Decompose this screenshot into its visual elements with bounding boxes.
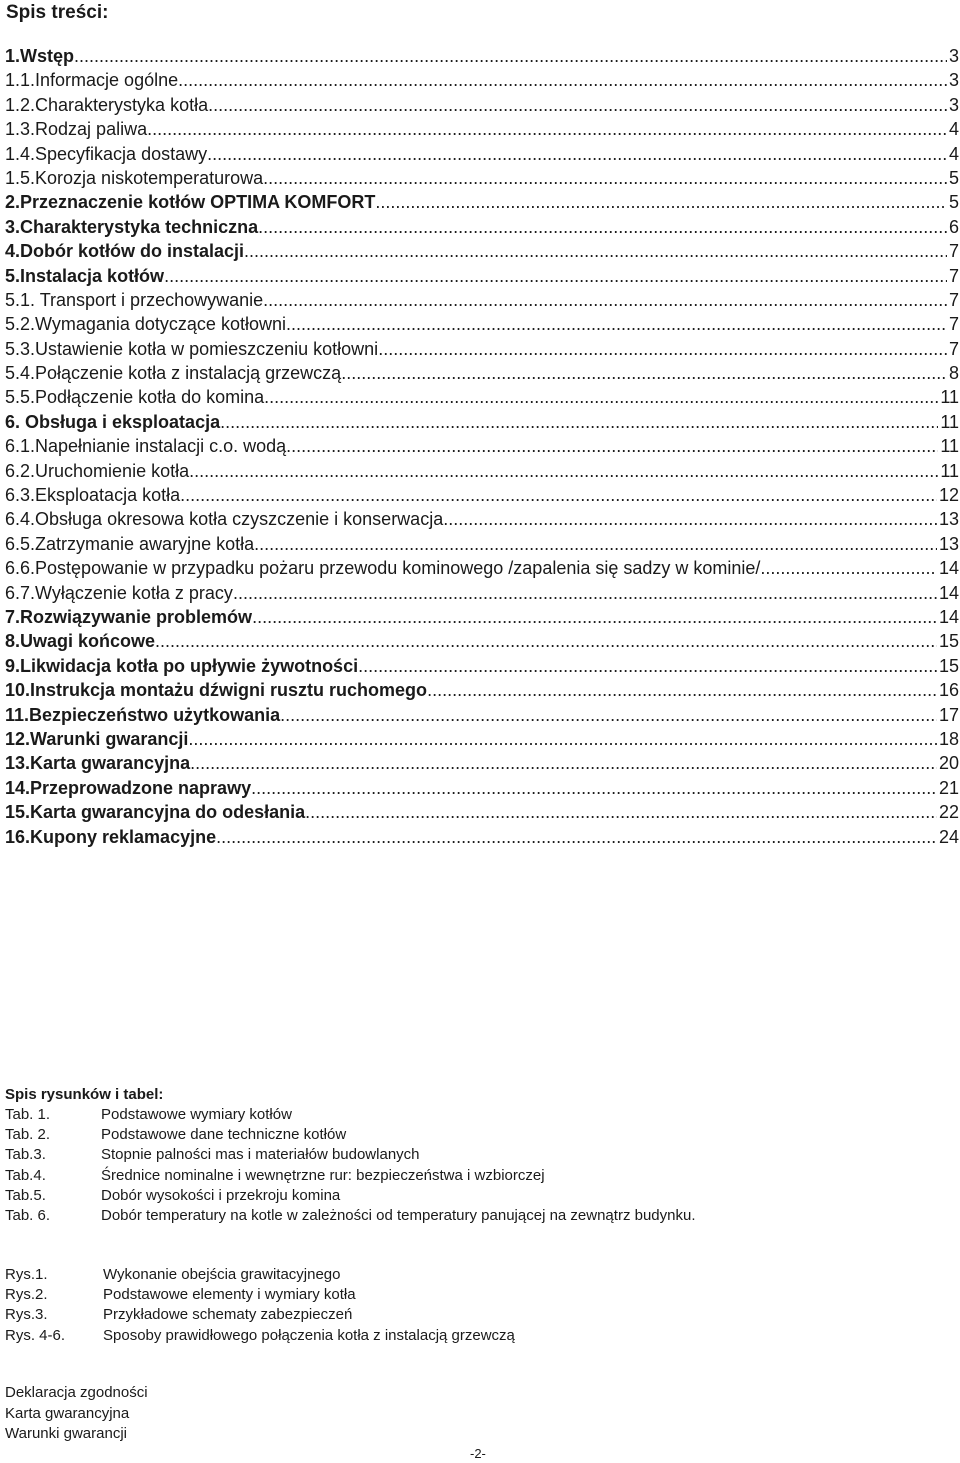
toc-entry-page: 11 bbox=[940, 387, 959, 408]
toc-entry-title: 14.Przeprowadzone naprawy bbox=[5, 777, 252, 798]
toc-entry-title: 12.Warunki gwarancji bbox=[5, 728, 189, 749]
toc-leader-dots bbox=[378, 339, 947, 360]
toc-entry-title: 5.1. Transport i przechowywanie bbox=[5, 289, 264, 310]
toc-entry bbox=[5, 119, 959, 143]
toc-entry bbox=[5, 656, 959, 680]
toc-leader-dots bbox=[220, 412, 938, 433]
toc-entry-page: 5 bbox=[948, 192, 959, 213]
figures-heading: Spis rysunków i tabel: bbox=[5, 1086, 164, 1103]
toc-entry bbox=[5, 583, 959, 607]
toc-entry-title: 6.6.Postępowanie w przypadku pożaru przewodu kominowego /zapalenia się sadzy w kominie/ bbox=[5, 558, 761, 579]
table-ref-description: Dobór wysokości i przekroju komina bbox=[101, 1186, 341, 1204]
toc-leader-dots bbox=[190, 753, 937, 774]
toc-leader-dots bbox=[427, 680, 937, 701]
toc-entry bbox=[5, 266, 959, 290]
toc-entry-title: 13.Karta gwarancyjna bbox=[5, 753, 191, 774]
toc-entry-page: 7 bbox=[948, 314, 959, 335]
toc-entry-title: 6. Obsługa i eksploatacja bbox=[5, 411, 221, 432]
toc-entry-title: 5.3.Ustawienie kotła w pomieszczeniu kotłowni bbox=[5, 338, 379, 359]
toc-entry-page: 14 bbox=[938, 606, 959, 627]
toc-entry-title: 6.4.Obsługa okresowa kotła czyszczenie i konserwacja bbox=[5, 509, 444, 530]
table-ref-description: Dobór temperatury na kotle w zależności od temperatury panującej na zewnątrz budynku. bbox=[101, 1206, 696, 1224]
toc-leader-dots bbox=[189, 461, 938, 482]
toc-leader-dots bbox=[254, 534, 937, 555]
table-of-contents bbox=[5, 46, 959, 851]
toc-entry-title: 3.Charakterystyka techniczna bbox=[5, 216, 259, 237]
toc-entry-title: 10.Instrukcja montażu dźwigni rusztu ruchomego bbox=[5, 680, 428, 701]
figures-list bbox=[5, 1266, 515, 1347]
toc-entry-title: 6.5.Zatrzymanie awaryjne kotła bbox=[5, 533, 255, 554]
toc-entry bbox=[5, 241, 959, 265]
toc-entry bbox=[5, 558, 959, 582]
toc-entry-title: 1.2.Charakterystyka kotła bbox=[5, 94, 209, 115]
figure-ref-description: Podstawowe elementy i wymiary kotła bbox=[103, 1286, 356, 1304]
toc-entry-page: 7 bbox=[948, 289, 959, 310]
toc-entry bbox=[5, 144, 959, 168]
toc-entry bbox=[5, 290, 959, 314]
toc-entry-title: 6.7.Wyłączenie kotła z pracy bbox=[5, 582, 233, 603]
toc-entry bbox=[5, 314, 959, 338]
toc-entry-page: 4 bbox=[948, 143, 959, 164]
toc-entry-title: 5.Instalacja kotłów bbox=[5, 265, 165, 286]
declarations-list bbox=[5, 1384, 148, 1446]
toc-entry bbox=[5, 95, 959, 119]
toc-entry-title: 4.Dobór kotłów do instalacji bbox=[5, 241, 245, 262]
toc-entry-page: 13 bbox=[938, 509, 959, 530]
toc-leader-dots bbox=[207, 144, 947, 165]
toc-entry-page: 12 bbox=[938, 485, 959, 506]
toc-leader-dots bbox=[286, 436, 938, 457]
toc-leader-dots bbox=[155, 631, 937, 652]
table-ref bbox=[5, 1167, 696, 1187]
table-ref bbox=[5, 1207, 696, 1227]
toc-entry bbox=[5, 412, 959, 436]
toc-leader-dots bbox=[443, 509, 937, 530]
toc-entry bbox=[5, 753, 959, 777]
toc-leader-dots bbox=[258, 217, 947, 238]
toc-entry bbox=[5, 680, 959, 704]
toc-leader-dots bbox=[341, 363, 947, 384]
toc-leader-dots bbox=[375, 192, 947, 213]
toc-entry-page: 11 bbox=[940, 460, 959, 481]
toc-leader-dots bbox=[74, 46, 947, 67]
figure-ref-description: Przykładowe schematy zabezpieczeń bbox=[103, 1306, 353, 1324]
page-title: Spis treści: bbox=[6, 2, 109, 23]
table-ref bbox=[5, 1146, 696, 1166]
page-number: -2- bbox=[470, 1446, 486, 1461]
figure-ref-key: Rys. 4-6. bbox=[5, 1326, 66, 1344]
table-ref bbox=[5, 1106, 696, 1126]
figure-ref-description: Sposoby prawidłowego połączenia kotła z instalacją grzewczą bbox=[103, 1326, 515, 1344]
toc-entry-title: 15.Karta gwarancyjna do odesłania bbox=[5, 802, 306, 823]
toc-entry-page: 3 bbox=[948, 70, 959, 91]
toc-leader-dots bbox=[164, 266, 947, 287]
toc-entry-title: 1.Wstęp bbox=[5, 46, 75, 66]
toc-entry bbox=[5, 827, 959, 851]
toc-entry-page: 7 bbox=[948, 338, 959, 359]
toc-entry-page: 18 bbox=[938, 728, 959, 749]
declaration-item: Karta gwarancyjna bbox=[5, 1404, 130, 1422]
toc-entry bbox=[5, 631, 959, 655]
toc-entry bbox=[5, 168, 959, 192]
toc-entry-page: 7 bbox=[948, 241, 959, 262]
table-ref bbox=[5, 1187, 696, 1207]
toc-entry-page: 24 bbox=[938, 826, 959, 847]
toc-leader-dots bbox=[264, 387, 938, 408]
toc-leader-dots bbox=[178, 70, 947, 91]
toc-entry bbox=[5, 534, 959, 558]
declaration-item: Warunki gwarancji bbox=[5, 1425, 127, 1442]
toc-entry bbox=[5, 509, 959, 533]
toc-entry-title: 5.4.Połączenie kotła z instalacją grzewczą bbox=[5, 363, 342, 384]
toc-entry-title: 6.1.Napełnianie instalacji c.o. wodą bbox=[5, 436, 287, 457]
table-ref-description: Stopnie palności mas i materiałów budowlanych bbox=[101, 1146, 420, 1164]
toc-entry-page: 17 bbox=[938, 704, 959, 725]
toc-entry bbox=[5, 363, 959, 387]
toc-leader-dots bbox=[358, 656, 937, 677]
toc-entry bbox=[5, 802, 959, 826]
toc-entry bbox=[5, 217, 959, 241]
table-ref-key: Tab.3. bbox=[5, 1146, 46, 1164]
toc-entry bbox=[5, 607, 959, 631]
figure-ref bbox=[5, 1266, 515, 1286]
toc-entry-page: 5 bbox=[948, 167, 959, 188]
tables-list bbox=[5, 1106, 696, 1227]
toc-entry bbox=[5, 705, 959, 729]
table-ref-key: Tab.4. bbox=[5, 1166, 46, 1184]
toc-entry-page: 8 bbox=[948, 363, 959, 384]
table-ref-description: Średnice nominalne i wewnętrzne rur: bezpieczeństwa i wzbiorczej bbox=[101, 1166, 545, 1184]
toc-entry-page: 15 bbox=[938, 655, 959, 676]
toc-leader-dots bbox=[263, 168, 947, 189]
toc-entry-title: 5.5.Podłączenie kotła do komina bbox=[5, 387, 265, 408]
toc-leader-dots bbox=[286, 314, 947, 335]
toc-leader-dots bbox=[233, 583, 937, 604]
figure-ref-key: Rys.3. bbox=[5, 1306, 48, 1324]
toc-entry-page: 15 bbox=[938, 631, 959, 652]
toc-entry bbox=[5, 778, 959, 802]
figure-ref bbox=[5, 1306, 515, 1326]
toc-leader-dots bbox=[147, 119, 947, 140]
toc-leader-dots bbox=[251, 778, 937, 799]
toc-entry-page: 6 bbox=[948, 216, 959, 237]
toc-entry-title: 1.5.Korozja niskotemperaturowa bbox=[5, 167, 264, 188]
toc-entry-title: 8.Uwagi końcowe bbox=[5, 631, 156, 652]
toc-entry-page: 22 bbox=[938, 802, 959, 823]
toc-entry bbox=[5, 46, 959, 70]
toc-entry bbox=[5, 729, 959, 753]
toc-entry-title: 16.Kupony reklamacyjne bbox=[5, 826, 217, 847]
toc-entry-page: 11 bbox=[940, 411, 959, 432]
figure-ref-description: Wykonanie obejścia grawitacyjnego bbox=[103, 1266, 341, 1283]
toc-entry bbox=[5, 436, 959, 460]
toc-entry-page: 7 bbox=[948, 265, 959, 286]
toc-leader-dots bbox=[280, 705, 937, 726]
toc-entry bbox=[5, 339, 959, 363]
toc-entry-page: 3 bbox=[948, 46, 959, 66]
toc-leader-dots bbox=[180, 485, 937, 506]
toc-leader-dots bbox=[244, 241, 947, 262]
toc-entry-title: 6.3.Eksploatacja kotła bbox=[5, 485, 181, 506]
toc-entry-page: 14 bbox=[938, 558, 959, 579]
toc-leader-dots bbox=[216, 827, 937, 848]
toc-entry-title: 6.2.Uruchomienie kotła bbox=[5, 460, 190, 481]
toc-entry-title: 1.3.Rodzaj paliwa bbox=[5, 119, 148, 140]
toc-entry-title: 2.Przeznaczenie kotłów OPTIMA KOMFORT bbox=[5, 192, 376, 213]
toc-entry-page: 20 bbox=[938, 753, 959, 774]
table-ref-key: Tab. 1. bbox=[5, 1106, 51, 1123]
toc-leader-dots bbox=[760, 558, 937, 579]
toc-entry-page: 21 bbox=[938, 777, 959, 798]
figure-ref bbox=[5, 1286, 515, 1306]
declaration-item: Deklaracja zgodności bbox=[5, 1384, 148, 1401]
toc-entry-page: 14 bbox=[938, 582, 959, 603]
toc-entry-title: 7.Rozwiązywanie problemów bbox=[5, 606, 253, 627]
toc-entry bbox=[5, 192, 959, 216]
toc-entry bbox=[5, 461, 959, 485]
figure-ref-key: Rys.1. bbox=[5, 1266, 48, 1283]
toc-entry-page: 11 bbox=[940, 436, 959, 457]
toc-leader-dots bbox=[305, 802, 937, 823]
toc-entry bbox=[5, 485, 959, 509]
toc-leader-dots bbox=[263, 290, 947, 311]
toc-entry-title: 9.Likwidacja kotła po upływie żywotności bbox=[5, 655, 359, 676]
table-ref-key: Tab.5. bbox=[5, 1186, 46, 1204]
table-ref-description: Podstawowe dane techniczne kotłów bbox=[101, 1126, 347, 1144]
table-ref bbox=[5, 1126, 696, 1146]
figure-ref-key: Rys.2. bbox=[5, 1286, 48, 1304]
toc-entry-page: 16 bbox=[938, 680, 959, 701]
toc-leader-dots bbox=[252, 607, 937, 628]
toc-leader-dots bbox=[188, 729, 937, 750]
toc-entry-page: 13 bbox=[938, 533, 959, 554]
figure-ref bbox=[5, 1327, 515, 1347]
toc-entry-title: 1.4.Specyfikacja dostawy bbox=[5, 143, 208, 164]
table-ref-key: Tab. 6. bbox=[5, 1206, 51, 1224]
toc-entry bbox=[5, 70, 959, 94]
table-ref-key: Tab. 2. bbox=[5, 1126, 51, 1144]
toc-entry-title: 5.2.Wymagania dotyczące kotłowni bbox=[5, 314, 286, 335]
toc-entry-title: 1.1.Informacje ogólne bbox=[5, 70, 179, 91]
toc-entry-title: 11.Bezpieczeństwo użytkowania bbox=[5, 704, 281, 725]
toc-entry-page: 4 bbox=[948, 119, 959, 140]
toc-entry bbox=[5, 387, 959, 411]
toc-leader-dots bbox=[208, 95, 947, 116]
table-ref-description: Podstawowe wymiary kotłów bbox=[101, 1106, 292, 1123]
toc-entry-page: 3 bbox=[948, 94, 959, 115]
